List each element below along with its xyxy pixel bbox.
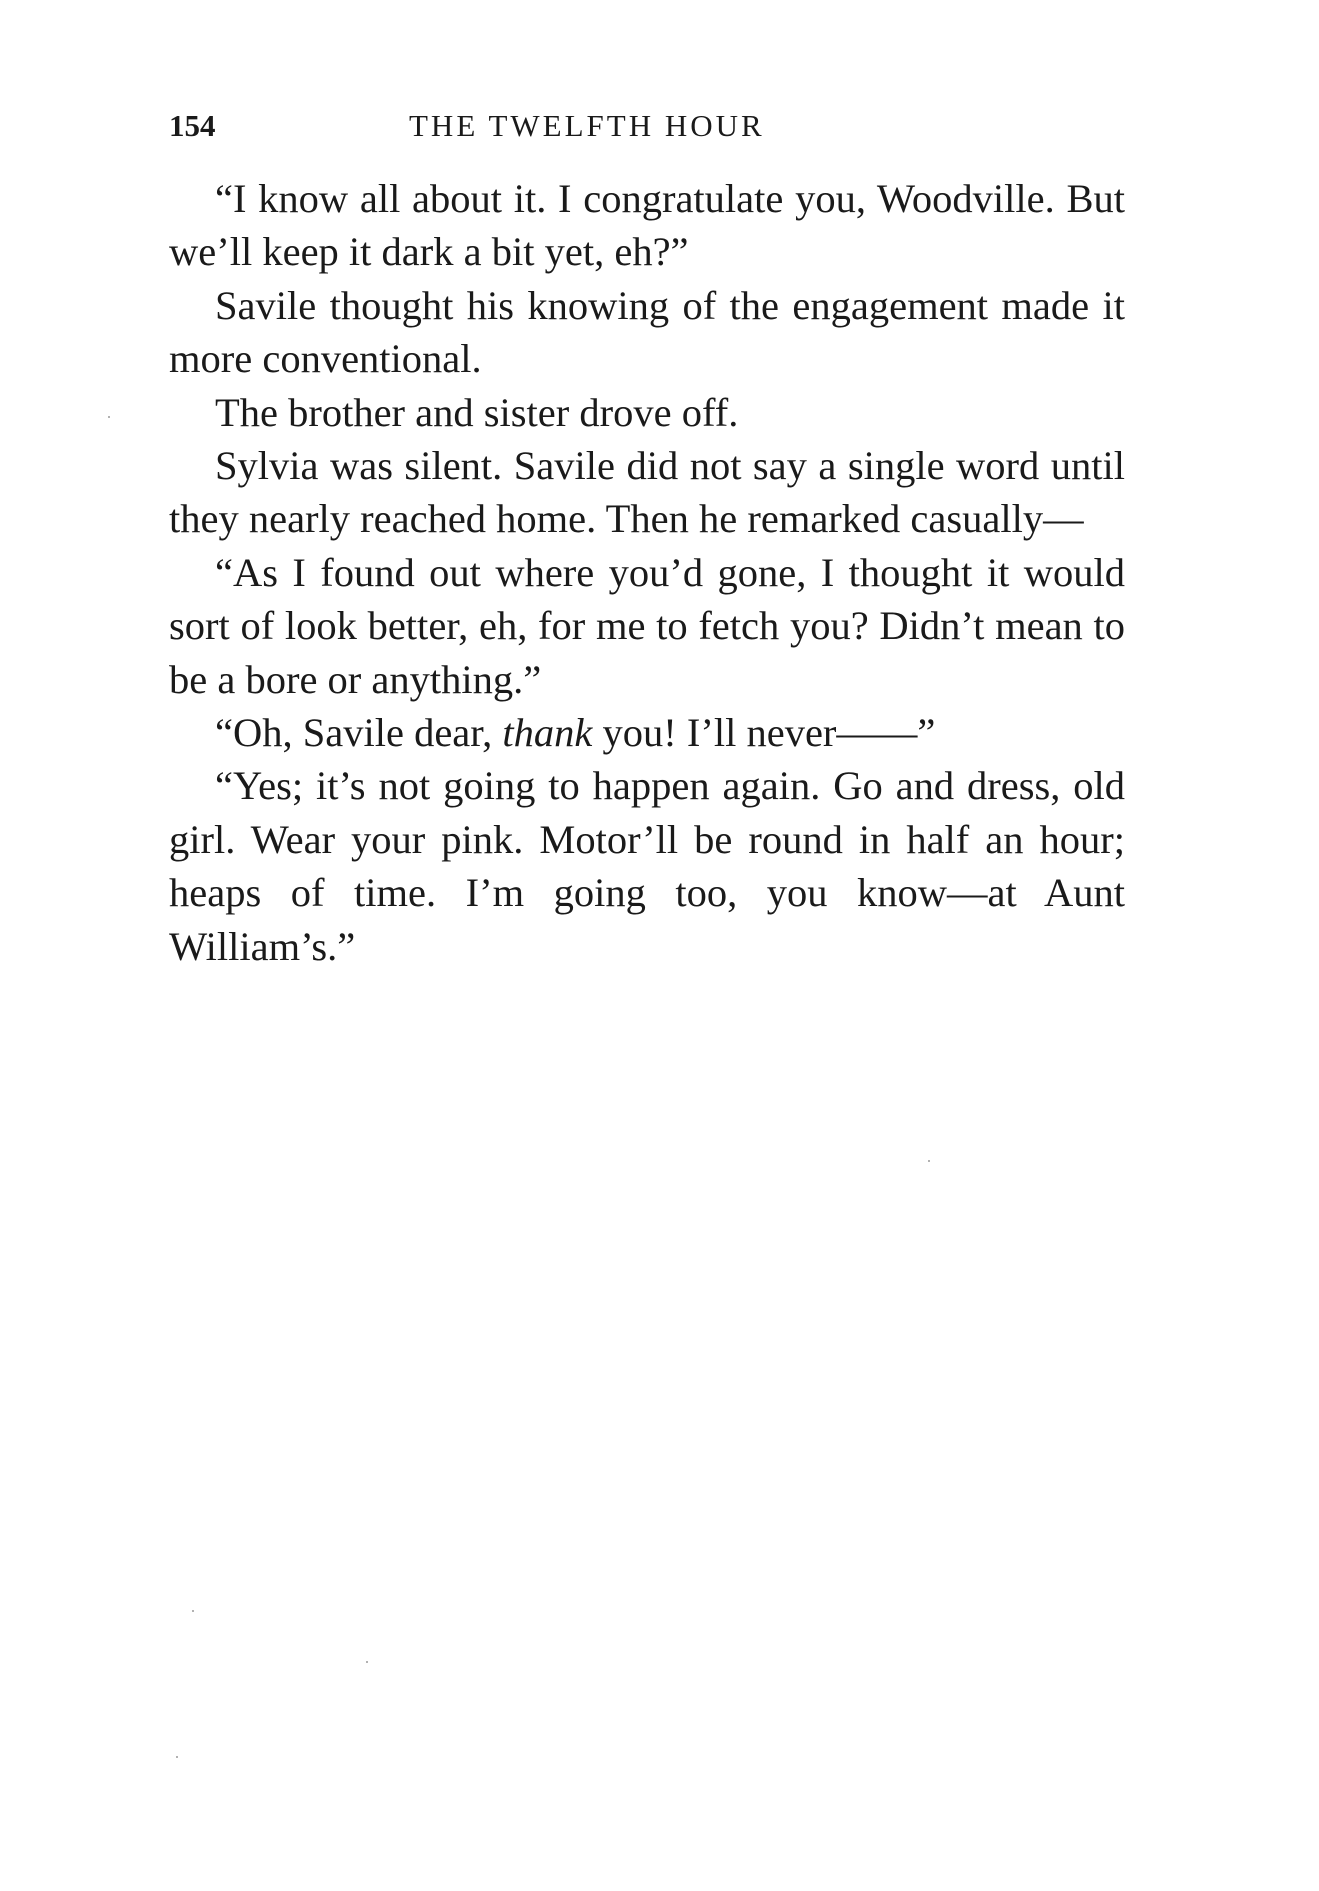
paragraph-1 xyxy=(169,172,1125,279)
paper-speck xyxy=(176,1756,178,1758)
text-span: “I know all about it. I congratulate you, Woodville. But we’ll keep it dark a bit yet, eh?” xyxy=(169,176,1125,275)
text-span: The brother and sister drove off. xyxy=(215,389,739,435)
text-span: “Oh, Savile dear, xyxy=(215,710,503,756)
paragraph-4 xyxy=(169,439,1125,546)
paper-speck xyxy=(366,1661,368,1663)
paper-speck xyxy=(108,416,110,418)
text-span: “Yes; it’s not going to happen again. Go and dress, old girl. Wear your pink. Motor’ll be round in half an hour; heaps of time. I’m going too, you know—at Aunt William’s.” xyxy=(169,763,1125,969)
running-head xyxy=(169,108,1125,152)
text-span: you! I’ll never——” xyxy=(592,710,936,756)
page-number: 154 xyxy=(169,108,216,143)
paragraph-6 xyxy=(169,706,1125,759)
italic-emphasis: thank xyxy=(502,710,593,756)
text-span: Sylvia was silent. Savile did not say a single word until they nearly reached home. Then he remarked casually— xyxy=(169,443,1125,542)
paragraph-7 xyxy=(169,759,1125,973)
paragraph-5 xyxy=(169,546,1125,706)
running-title: THE TWELFTH HOUR xyxy=(409,108,765,143)
text-span: Savile thought his knowing of the engagement made it more conventional. xyxy=(169,282,1125,382)
paper-speck xyxy=(192,1610,194,1612)
body-text xyxy=(169,172,1125,973)
paragraph-2 xyxy=(169,279,1125,386)
paper-speck xyxy=(928,1160,930,1162)
text-span: “As I found out where you’d gone, I thought it would sort of look better, eh, for me to fetch you? Didn’t mean to be a bore or anything.” xyxy=(169,549,1125,702)
paragraph-3 xyxy=(169,386,1125,439)
